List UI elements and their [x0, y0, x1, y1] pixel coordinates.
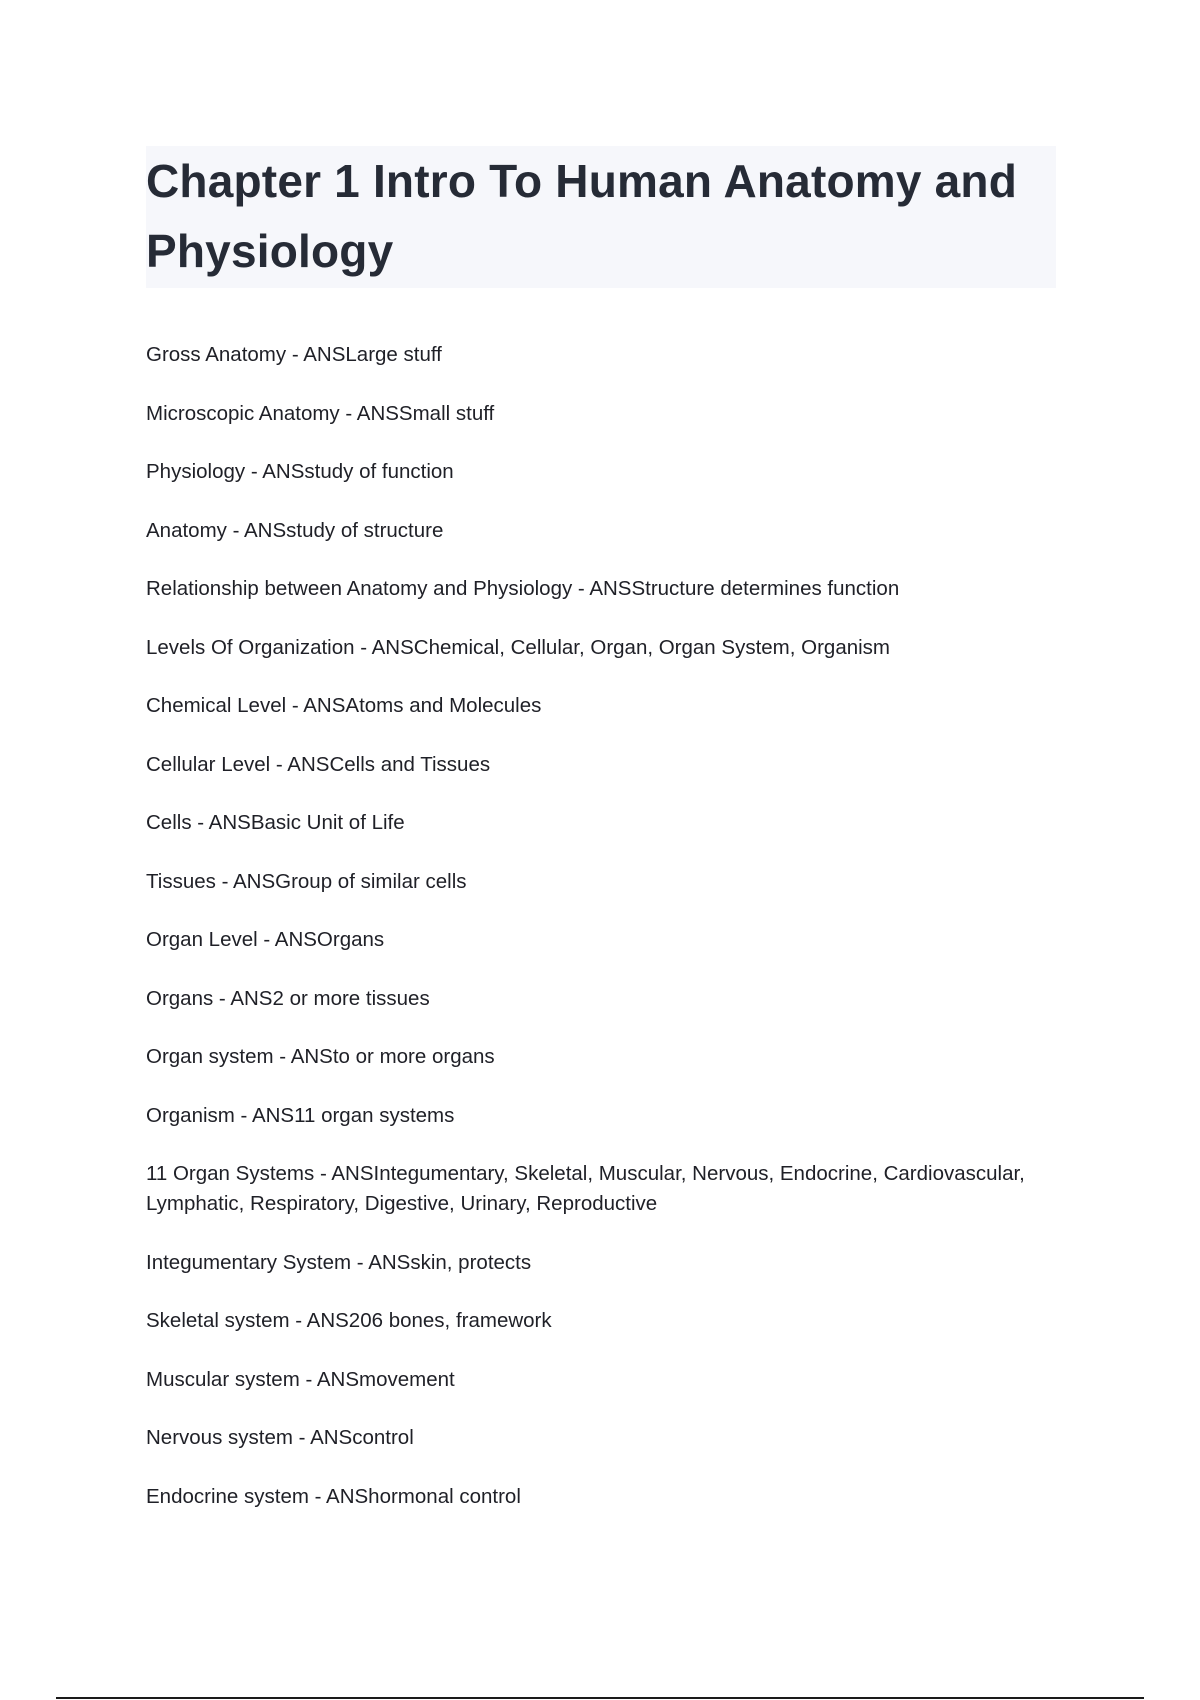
list-item: [146, 1423, 1046, 1453]
entry-separator: -: [215, 869, 233, 893]
entry-answer: ANSGroup of similar cells: [232, 869, 467, 893]
entry-separator: -: [308, 1484, 327, 1508]
entry-answer: ANSAtoms and Molecules: [303, 694, 542, 717]
entry-answer: ANSSmall stuff: [356, 401, 495, 425]
entry-term: Cells: [146, 811, 192, 834]
entry-term: Muscular system: [146, 1367, 300, 1391]
entry-term: Relationship between Anatomy and Physiology: [146, 577, 573, 600]
entry-term: Tissues: [146, 869, 216, 893]
entry-separator: -: [314, 1162, 332, 1185]
entry-separator: -: [339, 401, 357, 425]
entry-term: Physiology: [146, 460, 246, 483]
entry-separator: -: [299, 1367, 317, 1391]
entry-separator: -: [213, 986, 231, 1010]
title-banner: [146, 146, 1056, 288]
entry-answer: ANScontrol: [310, 1426, 414, 1449]
list-item: [146, 1248, 1046, 1278]
entry-separator: -: [286, 343, 304, 366]
list-item: [146, 574, 1046, 604]
entry-separator: -: [354, 635, 372, 659]
entry-term: 11 Organ Systems: [146, 1162, 315, 1185]
footer-divider: [56, 1697, 1144, 1699]
entry-separator: -: [191, 811, 209, 834]
list-item: [146, 633, 1046, 663]
entry-term: Cellular Level: [146, 752, 271, 776]
list-item: [146, 925, 1046, 955]
entry-term: Endocrine system: [146, 1484, 309, 1508]
list-item: [146, 1482, 1046, 1512]
flashcard-list: [146, 340, 1046, 1540]
entry-term: Organ system: [146, 1045, 274, 1068]
list-item: [146, 1306, 1046, 1336]
entry-answer: ANSto or more organs: [290, 1045, 495, 1068]
entry-term: Levels Of Organization: [146, 635, 355, 659]
list-item: [146, 1042, 1046, 1072]
list-item: [146, 1159, 1046, 1219]
entry-answer: ANSBasic Unit of Life: [208, 811, 405, 834]
entry-separator: -: [245, 460, 263, 483]
entry-answer: ANS11 organ systems: [251, 1103, 455, 1127]
entry-separator: -: [351, 1250, 369, 1274]
entry-answer: ANSmovement: [316, 1367, 455, 1391]
entry-answer: ANSCells and Tissues: [287, 752, 491, 776]
entry-separator: -: [270, 752, 288, 776]
entry-separator: -: [273, 1045, 291, 1068]
entry-term: Organism: [146, 1103, 235, 1127]
list-item: [146, 867, 1046, 897]
entry-separator: -: [286, 694, 304, 717]
list-item: [146, 457, 1046, 487]
entry-answer: ANSstudy of structure: [244, 518, 444, 542]
entry-separator: -: [257, 928, 275, 951]
list-item: [146, 691, 1046, 721]
entry-answer: ANSOrgans: [274, 928, 385, 951]
entry-term: Organs: [146, 986, 214, 1010]
list-item: [146, 1101, 1046, 1131]
entry-separator: -: [572, 577, 590, 600]
entry-term: Anatomy: [146, 518, 227, 542]
entry-term: Integumentary System: [146, 1250, 352, 1274]
entry-term: Microscopic Anatomy: [146, 401, 340, 425]
entry-separator: -: [226, 518, 244, 542]
entry-term: Nervous system: [146, 1426, 293, 1449]
entry-answer: ANS206 bones, framework: [306, 1309, 552, 1332]
list-item: [146, 1365, 1046, 1395]
page-title: Chapter 1 Intro To Human Anatomy and Physiology: [146, 155, 1018, 277]
entry-separator: -: [292, 1426, 311, 1449]
list-item: [146, 340, 1046, 370]
entry-term: Chemical Level: [146, 694, 287, 717]
list-item: [146, 808, 1046, 838]
entry-answer: ANS2 or more tissues: [230, 986, 430, 1010]
entry-answer: ANSChemical, Cellular, Organ, Organ System, Organism: [371, 635, 891, 659]
list-item: [146, 399, 1046, 429]
list-item: [146, 984, 1046, 1014]
entry-separator: -: [234, 1103, 252, 1127]
entry-term: Gross Anatomy: [146, 343, 287, 366]
entry-separator: -: [289, 1309, 307, 1332]
entry-answer: ANSstudy of function: [262, 460, 454, 483]
list-item: [146, 516, 1046, 546]
entry-answer: ANSskin, protects: [368, 1250, 532, 1274]
entry-answer: ANSIntegumentary, Skeletal, Muscular, Nervous, Endocrine, Cardiovascular, Lymphatic, Respiratory, Digestive, Urinary, Reproductive: [146, 1162, 1025, 1215]
entry-term: Skeletal system: [146, 1309, 290, 1332]
entry-answer: ANSStructure determines function: [589, 577, 900, 600]
list-item: [146, 750, 1046, 780]
entry-answer: ANShormonal control: [326, 1484, 521, 1508]
entry-answer: ANSLarge stuff: [303, 343, 442, 366]
entry-term: Organ Level: [146, 928, 258, 951]
